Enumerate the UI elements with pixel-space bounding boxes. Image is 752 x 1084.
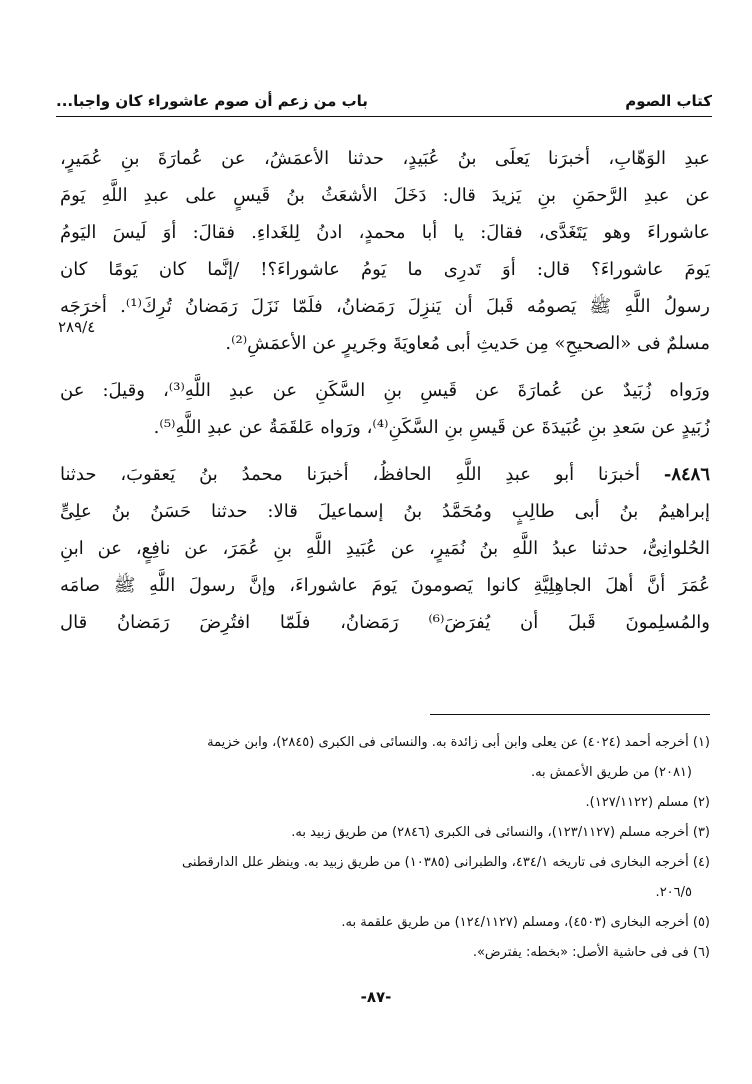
- header-divider: [56, 116, 712, 117]
- main-text: [60, 140, 710, 641]
- page-number: -٨٧-: [360, 988, 392, 1006]
- footnote: (٥) أخرجه البخارى (٤٥٠٣)، ومسلم (١٢٤/١١٢٧) من طريق علقمة به.: [341, 915, 710, 930]
- text-line: عبدِ الوَهّابِ، أخبرَنا يَعلَى بنُ عُبَيدٍ، حدثنا الأعمَشُ، عن عُمارَةَ بنِ عُمَيرٍ،: [60, 148, 710, 169]
- text-line: عاشوراءَ وهو يَتَغَدَّى، فقالَ: يا أبا محمدٍ، ادنُ لِلغَداءِ. فقالَ: أوَ لَيسَ اليَومُ: [60, 222, 710, 243]
- text-line: إبراهيمُ بنُ أبى طالِبٍ ومُحَمَّدُ بنُ إسماعيلَ قالا: حدثنا حَسَنُ بنُ علِىٍّ: [60, 501, 710, 522]
- footnote: (١) أخرجه أحمد (٤٠٢٤) عن يعلى وابن أبى زائدة به. والنسائى فى الكبرى (٢٨٤٥)، وابن خزيمة: [207, 735, 710, 750]
- paragraph-gap: [60, 446, 710, 456]
- paragraph-gap: [60, 362, 710, 372]
- text-line: أخبرَنا أبو عبدِ اللَّهِ الحافظُ، أخبرَنا محمدُ بنُ يَعقوبَ، حدثنا: [60, 464, 640, 485]
- margin-page-reference: ٢٨٩/٤: [58, 318, 96, 336]
- footnote-divider: [430, 714, 710, 715]
- text-line: الحُلوانِىُّ، حدثنا عبدُ اللَّهِ بنُ نُمَيرٍ، عن عُبَيدِ اللَّهِ بنِ عُمَرَ، عن نافِعٍ، عن ابنِ: [60, 538, 710, 559]
- text-line: مسلمٌ فى «الصحيحِ» مِن حَديثِ أبى مُعاويَةَ وجَريرٍ عن الأعمَشِ⁽²⁾.: [225, 333, 710, 354]
- chapter-title: باب من زعم أن صوم عاشوراء كان واجبا...: [56, 92, 368, 110]
- text-line: رسولُ اللَّهِ ﷺ يَصومُه قَبلَ أن يَنزِلَ رَمَضانُ، فلَمّا نَزَلَ رَمَضانُ تُرِكَ⁽¹⁾. أخرَجَه: [60, 296, 710, 317]
- running-header: [56, 88, 712, 114]
- text-line: زُبَيدٍ عن سَعدِ بنِ عُبَيدَةَ عن قَيسِ بنِ السَّكَنِ⁽⁴⁾، ورَواه عَلقَمَةُ عن عبدِ اللَّهِ⁽⁵⁾.: [153, 417, 710, 438]
- footnote-continuation: (٢٠٨١) من طريق الأعمش به.: [530, 765, 692, 780]
- text-line: والمُسلِمونَ قَبلَ أن يُفرَضَ⁽⁶⁾ رَمَضانُ، فلَمّا افتُرِضَ رَمَضانُ قال: [60, 612, 711, 633]
- text-line: عُمَرَ أنَّ أهلَ الجاهِلِيَّةِ كانوا يَصومونَ يَومَ عاشوراءَ، وإنَّ رسولَ اللَّهِ ﷺ صامَه: [60, 575, 710, 596]
- footnote: (٦) فى فى حاشية الأصل: «بخطه: يفترض».: [472, 945, 710, 960]
- text-line: عن عبدِ الرَّحمَنِ بنِ يَزيدَ قال: دَخَلَ الأشعَثُ بنُ قَيسٍ على عبدِ اللَّهِ يَومَ: [60, 185, 710, 206]
- footnotes: [100, 728, 710, 968]
- hadith-number: ٨٤٨٦-: [663, 464, 710, 485]
- footnote: (٢) مسلم (١٢٧/١١٢٢).: [585, 795, 710, 810]
- text-line: ورَواه زُبَيدٌ عن عُمارَةَ عن قَيسِ بنِ السَّكَنِ عن عبدِ اللَّهِ⁽³⁾، وقيلَ: عن: [60, 380, 711, 401]
- footnote: (٤) أخرجه البخارى فى تاريخه ٤٣٤/١، والطبرانى (١٠٣٨٥) من طريق زبيد به. وينظر علل الدارقطنى: [182, 855, 710, 870]
- footnote: (٣) أخرجه مسلم (١٢٣/١١٢٧)، والنسائى فى الكبرى (٢٨٤٦) من طريق زبيد به.: [291, 825, 710, 840]
- book-title: كتاب الصوم: [625, 92, 712, 110]
- text-line: يَومَ عاشوراءَ؟ قال: أوَ تَدرِى ما يَومُ عاشوراءَ؟! /إنَّما كان يَومًا كان: [60, 259, 710, 280]
- hadith-first-line: [60, 456, 710, 493]
- footnote-continuation: ٢٠٦/٥.: [655, 885, 692, 900]
